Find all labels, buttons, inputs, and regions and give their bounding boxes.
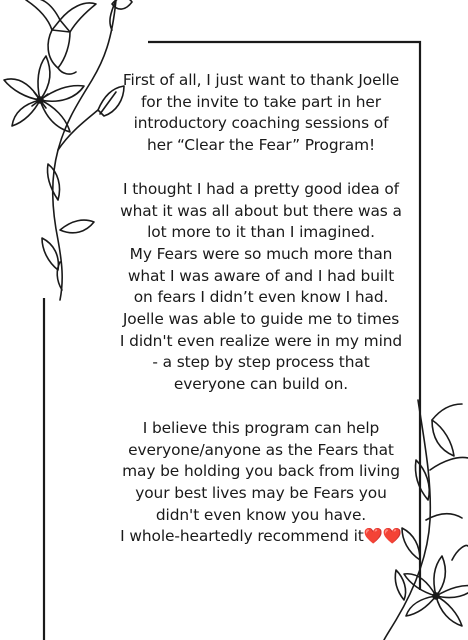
testimonial-text <box>108 70 414 548</box>
text-line: I believe this program can help <box>142 418 380 437</box>
text-line: My Fears were so much more than <box>129 244 393 263</box>
text-line: I didn't even realize were in my mind <box>119 331 403 350</box>
text-line: everyone can build on. <box>173 375 349 394</box>
text-line: Joelle was able to guide me to times <box>122 310 400 329</box>
text-line: everyone/anyone as the Fears that <box>128 440 394 459</box>
heart-icon: ❤️❤️ <box>363 527 402 546</box>
text-line: introductory coaching sessions of <box>133 114 389 133</box>
text-line: what I was aware of and I had built <box>127 266 395 285</box>
text-line: on fears I didn’t even know I had. <box>133 288 389 307</box>
text-line: I whole-heartedly recommend it <box>120 527 364 546</box>
text-line: First of all, I just want to thank Joelle <box>122 71 400 89</box>
paragraph-1 <box>108 70 414 157</box>
text-line: your best lives may be Fears you <box>135 483 387 502</box>
text-line: - a step by step process that <box>152 353 370 372</box>
paragraph-3 <box>108 418 414 548</box>
text-line: I thought I had a pretty good idea of <box>123 179 399 198</box>
text-line: didn't even know you have. <box>155 505 367 524</box>
text-line: may be holding you back from living <box>122 462 400 481</box>
text-line: lot more to it than I imagined. <box>147 223 375 242</box>
text-line: what it was all about but there was a <box>120 201 402 220</box>
text-line: for the invite to take part in her <box>140 92 382 111</box>
paragraph-2 <box>108 179 414 396</box>
text-line: her “Clear the Fear” Program! <box>146 136 376 155</box>
